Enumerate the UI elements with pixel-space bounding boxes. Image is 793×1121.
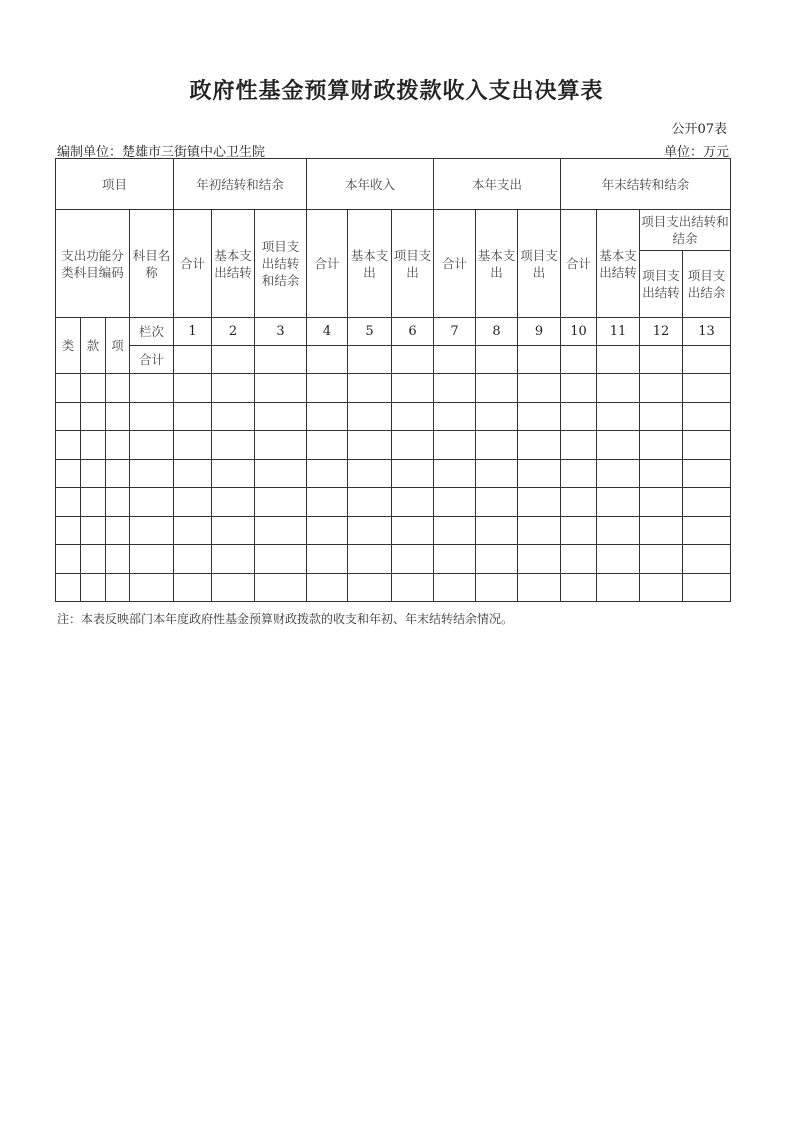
table-cell — [174, 459, 212, 488]
header-end-basic-carry: 基本支出结转 — [597, 210, 640, 318]
header-func-code: 支出功能分类科目编码 — [56, 210, 130, 318]
table-row — [56, 402, 731, 431]
table-row — [56, 431, 731, 460]
table-cell — [130, 573, 174, 602]
table-cell — [518, 374, 561, 403]
footnote: 注：本表反映部门本年度政府性基金预算财政拨款的收支和年初、年末结转结余情况。 — [57, 612, 514, 626]
col-number: 1 — [174, 318, 212, 346]
table-cell — [597, 374, 640, 403]
table-cell — [106, 488, 130, 517]
col-number: 13 — [683, 318, 731, 346]
table-cell — [434, 431, 476, 460]
table-cell — [476, 402, 518, 431]
table-cell — [56, 516, 81, 545]
table-cell — [683, 459, 731, 488]
table-cell — [307, 573, 348, 602]
unit-label: 单位：万元 — [663, 145, 729, 160]
table-cell — [476, 431, 518, 460]
table-cell — [434, 346, 476, 374]
table-cell — [106, 402, 130, 431]
table-cell — [683, 431, 731, 460]
header-begin-total: 合计 — [174, 210, 212, 318]
table-cell — [434, 545, 476, 574]
budget-table — [55, 158, 731, 602]
header-end-project-carry-balance: 项目支出结转和结余 — [640, 210, 731, 251]
table-cell — [640, 545, 683, 574]
table-cell — [56, 374, 81, 403]
header-item: 项目 — [56, 159, 174, 210]
table-cell — [597, 402, 640, 431]
table-cell — [130, 374, 174, 403]
form-number: 公开07表 — [671, 122, 727, 137]
table-cell — [392, 402, 434, 431]
table-cell — [81, 431, 106, 460]
table-cell — [348, 516, 392, 545]
table-cell — [174, 402, 212, 431]
org-name: 编制单位：楚雄市三街镇中心卫生院 — [57, 145, 266, 160]
table-cell — [348, 459, 392, 488]
table-cell — [597, 459, 640, 488]
table-cell — [434, 374, 476, 403]
table-cell — [106, 516, 130, 545]
table-cell — [597, 516, 640, 545]
table-cell — [307, 545, 348, 574]
table-cell — [56, 545, 81, 574]
header-income-basic: 基本支出 — [348, 210, 392, 318]
col-number: 2 — [212, 318, 255, 346]
header-heji: 合计 — [130, 346, 174, 374]
table-cell — [348, 431, 392, 460]
col-number: 10 — [561, 318, 597, 346]
table-cell — [518, 346, 561, 374]
table-cell — [640, 374, 683, 403]
table-cell — [212, 488, 255, 517]
table-cell — [476, 516, 518, 545]
table-cell — [255, 545, 307, 574]
header-lanci: 栏次 — [130, 318, 174, 346]
table-cell — [476, 346, 518, 374]
col-number: 5 — [348, 318, 392, 346]
table-cell — [106, 374, 130, 403]
table-cell — [56, 573, 81, 602]
table-cell — [597, 545, 640, 574]
table-cell — [130, 516, 174, 545]
table-cell — [392, 573, 434, 602]
table-cell — [476, 459, 518, 488]
table-cell — [212, 346, 255, 374]
table-cell — [307, 431, 348, 460]
header-expense-total: 合计 — [434, 210, 476, 318]
table-cell — [683, 374, 731, 403]
table-cell — [683, 402, 731, 431]
header-expense-basic: 基本支出 — [476, 210, 518, 318]
table-cell — [130, 545, 174, 574]
table-cell — [81, 374, 106, 403]
header-end-project-carry: 项目支出结转 — [640, 251, 683, 318]
table-row — [56, 488, 731, 517]
header-income-project: 项目支出 — [392, 210, 434, 318]
table-cell — [683, 573, 731, 602]
header-xiang: 项 — [106, 318, 130, 374]
table-cell — [348, 545, 392, 574]
table-cell — [348, 573, 392, 602]
table-cell — [518, 573, 561, 602]
table-cell — [255, 431, 307, 460]
table-cell — [174, 488, 212, 517]
table-cell — [561, 488, 597, 517]
table-cell — [81, 459, 106, 488]
table-cell — [307, 488, 348, 517]
table-cell — [174, 431, 212, 460]
header-begin-basic-carry: 基本支出结转 — [212, 210, 255, 318]
table-cell — [212, 374, 255, 403]
table-row — [56, 374, 731, 403]
table-cell — [640, 573, 683, 602]
header-expense: 本年支出 — [434, 159, 561, 210]
table-cell — [130, 402, 174, 431]
table-cell — [640, 516, 683, 545]
table-cell — [597, 573, 640, 602]
col-number: 12 — [640, 318, 683, 346]
table-cell — [392, 346, 434, 374]
table-row — [56, 459, 731, 488]
header-end-total: 合计 — [561, 210, 597, 318]
table-cell — [106, 459, 130, 488]
header-kuan: 款 — [81, 318, 106, 374]
table-cell — [561, 402, 597, 431]
table-cell — [683, 346, 731, 374]
table-cell — [174, 573, 212, 602]
header-income: 本年收入 — [307, 159, 434, 210]
table-cell — [597, 346, 640, 374]
table-cell — [348, 488, 392, 517]
table-cell — [307, 374, 348, 403]
table-cell — [640, 431, 683, 460]
table-cell — [255, 516, 307, 545]
table-cell — [81, 545, 106, 574]
table-cell — [683, 545, 731, 574]
col-number: 6 — [392, 318, 434, 346]
table-cell — [212, 459, 255, 488]
table-cell — [434, 459, 476, 488]
table-cell — [212, 431, 255, 460]
table-cell — [392, 488, 434, 517]
table-cell — [307, 402, 348, 431]
table-cell — [476, 488, 518, 517]
table-cell — [561, 573, 597, 602]
table-cell — [392, 431, 434, 460]
header-income-total: 合计 — [307, 210, 348, 318]
table-cell — [174, 346, 212, 374]
table-cell — [392, 374, 434, 403]
table-cell — [255, 488, 307, 517]
table-cell — [392, 459, 434, 488]
table-cell — [255, 459, 307, 488]
table-cell — [81, 573, 106, 602]
table-cell — [212, 402, 255, 431]
table-cell — [392, 516, 434, 545]
table-cell — [518, 459, 561, 488]
table-cell — [434, 516, 476, 545]
table-cell — [130, 431, 174, 460]
table-cell — [476, 545, 518, 574]
col-number: 7 — [434, 318, 476, 346]
col-number: 3 — [255, 318, 307, 346]
table-row — [56, 573, 731, 602]
table-cell — [518, 545, 561, 574]
table-cell — [106, 545, 130, 574]
table-cell — [130, 459, 174, 488]
header-begin: 年初结转和结余 — [174, 159, 307, 210]
table-cell — [212, 545, 255, 574]
table-cell — [348, 346, 392, 374]
table-cell — [56, 431, 81, 460]
table-cell — [81, 516, 106, 545]
table-cell — [212, 516, 255, 545]
table-cell — [174, 374, 212, 403]
table-cell — [518, 402, 561, 431]
table-cell — [212, 573, 255, 602]
table-cell — [597, 431, 640, 460]
table-cell — [518, 516, 561, 545]
table-cell — [561, 346, 597, 374]
page-title: 政府性基金预算财政拨款收入支出决算表 — [189, 78, 604, 104]
col-number: 9 — [518, 318, 561, 346]
header-subject-name: 科目名称 — [130, 210, 174, 318]
table-cell — [561, 459, 597, 488]
table-cell — [561, 431, 597, 460]
table-cell — [106, 431, 130, 460]
table-cell — [640, 459, 683, 488]
header-begin-project-carry: 项目支出结转和结余 — [255, 210, 307, 318]
table-cell — [56, 488, 81, 517]
table-cell — [476, 573, 518, 602]
table-cell — [683, 516, 731, 545]
table-cell — [255, 346, 307, 374]
table-cell — [561, 516, 597, 545]
table-cell — [255, 402, 307, 431]
table-cell — [307, 516, 348, 545]
table-cell — [307, 459, 348, 488]
table-cell — [174, 516, 212, 545]
table-cell — [81, 488, 106, 517]
table-cell — [683, 488, 731, 517]
table-cell — [255, 374, 307, 403]
table-cell — [597, 488, 640, 517]
col-number: 8 — [476, 318, 518, 346]
table-cell — [561, 545, 597, 574]
col-number: 11 — [597, 318, 640, 346]
table-cell — [434, 488, 476, 517]
table-cell — [56, 402, 81, 431]
table-cell — [56, 459, 81, 488]
table-row — [56, 545, 731, 574]
empty-rows — [56, 374, 731, 602]
table-cell — [640, 402, 683, 431]
table-cell — [174, 545, 212, 574]
table-row — [56, 516, 731, 545]
table-cell — [81, 402, 106, 431]
header-end-project-balance: 项目支出结余 — [683, 251, 731, 318]
table-cell — [561, 374, 597, 403]
table-cell — [518, 488, 561, 517]
table-cell — [434, 402, 476, 431]
table-cell — [640, 346, 683, 374]
table-cell — [518, 431, 561, 460]
table-cell — [434, 573, 476, 602]
table-cell — [476, 374, 518, 403]
table-cell — [640, 488, 683, 517]
header-end: 年末结转和结余 — [561, 159, 731, 210]
table-cell — [348, 374, 392, 403]
table-cell — [348, 402, 392, 431]
table-cell — [392, 545, 434, 574]
table-cell — [130, 488, 174, 517]
table-cell — [106, 573, 130, 602]
header-expense-project: 项目支出 — [518, 210, 561, 318]
table-cell — [255, 573, 307, 602]
header-lei: 类 — [56, 318, 81, 374]
table-cell — [307, 346, 348, 374]
col-number: 4 — [307, 318, 348, 346]
